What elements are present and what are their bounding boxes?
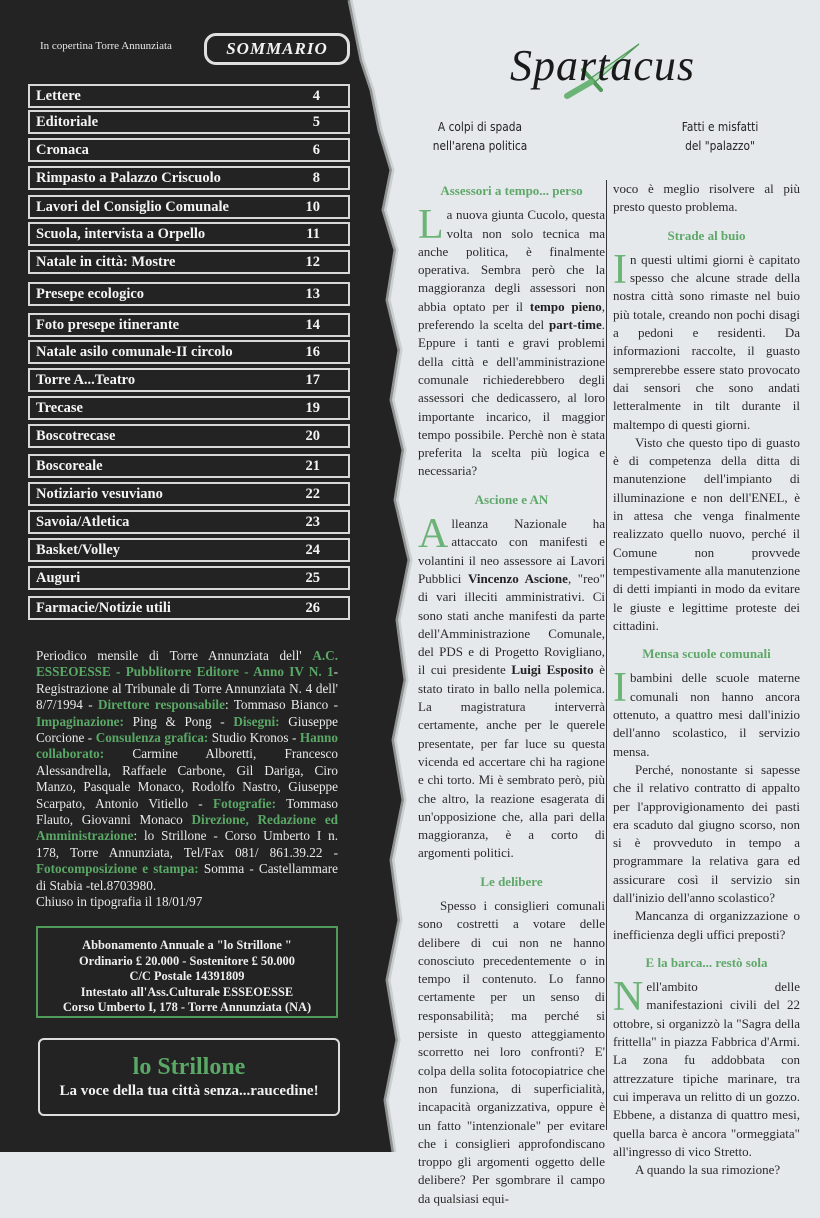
article-heading: E la barca... restò sola [645, 954, 768, 970]
drop-cap: N [613, 974, 644, 1021]
subscription-line: C/C Postale 14391809 [129, 969, 245, 983]
toc-row [28, 368, 350, 392]
toc-row [28, 596, 350, 620]
toc-label: Natale asilo comunale-II circolo [36, 344, 233, 360]
subtitle-line: del "palazzo" [685, 138, 755, 153]
article-section [418, 491, 605, 863]
toc-row [28, 454, 350, 478]
colophon-label: Disegni: [233, 713, 280, 729]
colophon [36, 648, 338, 911]
toc-row [28, 282, 350, 306]
article-heading: Mensa scuole comunali [642, 646, 771, 662]
article-heading: Assessori a tempo... perso [440, 183, 583, 198]
colophon-text: Giuseppe Corcione - [36, 713, 339, 746]
article-section [613, 954, 800, 1180]
toc-label: Torre A...Teatro [36, 372, 136, 388]
colophon-label: Direttore responsabile [97, 697, 225, 713]
toc-row [28, 424, 350, 448]
toc-row [28, 510, 350, 534]
toc-page: 22 [305, 486, 320, 502]
toc-page: 19 [305, 400, 320, 416]
bold-text: Luigi Esposito [511, 662, 594, 678]
text-run: , "reo" di vari illeciti amministrativi. Ci sono stati anche manifesti da parte dell'Amministrazione Comunale, del PDS e di Progetto Rovigliano, il cui presidente [418, 570, 605, 678]
toc-page: 24 [305, 542, 320, 558]
article-section [613, 645, 800, 944]
toc-row [28, 166, 350, 190]
article-paragraph [613, 761, 800, 907]
colophon-text: Somma - Castellammare di Stabia -tel.8703980. [36, 861, 338, 893]
article-paragraph [613, 434, 800, 635]
colophon-text: Carmine Alboretti, Francesco Alessandrella, Raffaele Carbone, Gil Dariga, Ciro Manzo, Pasquale Monaco, Rodolfo Nastro, Giuseppe Scarpato, Antonio Vitiello - [36, 746, 338, 811]
article-column-1 [418, 180, 605, 1218]
colophon-text: - Registrazione al Tribunale di Torre Annunziata N. 4 dell' 8/7/1994 - [36, 664, 338, 713]
bold-text: part-time [549, 317, 602, 333]
promo-title: lo Strillone [132, 1054, 246, 1080]
toc-label: Foto presepe itinerante [36, 317, 180, 333]
article-paragraph [418, 511, 605, 863]
colophon-text: Chiuso in tipografia il 18/01/97 [36, 894, 203, 910]
toc-row [28, 195, 350, 219]
article-heading: Ascione e AN [474, 491, 549, 507]
toc-page: 16 [305, 344, 320, 360]
toc-label: Boscoreale [36, 458, 103, 474]
colophon-text: : Tommaso Bianco - [224, 697, 338, 713]
toc-page: 4 [312, 88, 320, 104]
article-paragraph [418, 897, 605, 1208]
article-heading: Le delibere [480, 873, 543, 889]
cover-note: In copertina Torre Annunziata [40, 40, 172, 52]
toc-label: Boscotrecase [36, 428, 116, 444]
article-paragraph [418, 202, 606, 480]
toc-page: 6 [312, 142, 320, 158]
bold-text: Vincenzo Ascione [467, 570, 568, 586]
toc-page: 5 [312, 114, 320, 130]
text-run: Mancanza di organizzazione o inefficienza degli uffici preposti? [613, 908, 800, 942]
article-paragraph [613, 246, 800, 434]
subtitle-left [412, 117, 548, 155]
toc-label: Auguri [36, 570, 81, 586]
article-paragraph [613, 180, 800, 217]
toc-page: 20 [305, 428, 320, 444]
toc-page: 8 [312, 170, 320, 186]
subtitle-line: nell'arena politica [432, 138, 528, 153]
text-run: Spesso i consiglieri comunali sono costretti a votare delle delibere di cui non ne hanno conosciuto precedentemente o in tempo il contenuto. Lo fanno certamente per un senso di responsabilità; ma perché si persiste in questo atteggiamento scorretto nei loro confronti? E' colpa della solita fotocopiatrice che non funziona, di superficialità, incapacità organizzativa, oppure è un fatto "intenzionale" per evitare che i consiglieri approfondiscano troppo gli argomenti oggetto delle delibere? Per sgombrare il campo da qualsiasi equi- [418, 897, 605, 1206]
toc-row [28, 396, 350, 420]
colophon-label: A.C. ESSEOESSE - Pubblitorre Editore - Anno IV N. 1 [36, 648, 338, 680]
toc-page: 14 [305, 317, 320, 333]
colophon-text: Ping & Pong - [123, 713, 234, 729]
text-run: . Eppure i tanti e gravi problemi della città e dell'amministrazione comunale richiederebbero degli assessori che dedicassero, al loro importante incarico, il maggior tempo possibile. Perchè non è stata preferita la scelta più logica e necessaria? [418, 317, 605, 479]
toc-page: 17 [305, 372, 320, 388]
toc-label: Rimpasto a Palazzo Criscuolo [36, 170, 221, 186]
article-section [418, 873, 605, 1208]
masthead-title: Spartacus [510, 41, 695, 90]
drop-cap: I [613, 246, 627, 293]
colophon-text: : lo Strillone - Corso Umberto I n. 178, Torre Annunziata, Tel/Fax 081/ 861.39.22 - [36, 828, 338, 860]
drop-cap: I [613, 665, 627, 712]
colophon-text: Periodico mensile di Torre Annunziata dell' [36, 648, 313, 663]
toc-label: Lettere [36, 88, 81, 104]
toc-row [28, 538, 350, 562]
toc-page: 21 [305, 458, 320, 474]
toc-label: Trecase [36, 400, 83, 416]
article-section [613, 180, 800, 217]
subscription-line: Intestato all'Ass.Culturale ESSEOESSE [80, 984, 294, 999]
toc-row [28, 340, 350, 364]
toc-page: 26 [305, 600, 320, 616]
article-paragraph [613, 907, 800, 944]
colophon-label: Fotografie: [213, 795, 277, 811]
toc-page: 23 [305, 514, 320, 530]
text-run: Perché, nonostante si sapesse che il relativo contratto di appalto per l'approvigionamento dei pasti era scaduto dal giugno scorso, non si è provveduto in tempo a programmare la relativa gara ed assicurare così il servizio sin dall'inizio dell'anno scolastico? [613, 761, 800, 905]
toc-page: 11 [306, 226, 320, 242]
toc-row [28, 222, 350, 246]
drop-cap: A [418, 511, 449, 558]
text-run: A quando la sua rimozione? [635, 1162, 781, 1178]
toc-label: Cronaca [36, 142, 89, 158]
toc-row [28, 482, 350, 506]
drop-cap: L [418, 202, 444, 249]
toc-row [28, 138, 350, 162]
subtitle-line: A colpi di spada [437, 119, 523, 134]
colophon-label: Fotocomposizione e stampa: [36, 861, 199, 877]
subscription-line: Abbonamento Annuale a "lo Strillone " [82, 938, 292, 952]
text-run: , preferendo la scelta del [418, 298, 606, 333]
text-run: è stato tirato in ballo nella polemica. La magistratura interverrà certamente, anche per le querele presentate, per far luce su questa vicenda ed accertare chi ha ragione e chi torto. Mi è sembrato però, più che altro, la reazione esagerata di un'opposizione che, alla pari della maggioranza, è a corto di argomenti politici. [418, 662, 605, 861]
text-run: voco è meglio risolvere al più presto questo problema. [613, 181, 800, 215]
colophon-text: Studio Kronos - [208, 730, 300, 746]
toc-page: 10 [305, 199, 320, 215]
column-divider [606, 180, 607, 1130]
toc-label: Scuola, intervista a Orpello [36, 226, 206, 242]
toc-page: 25 [305, 570, 320, 586]
article-section [418, 182, 605, 481]
toc-label: Savoia/Atletica [36, 514, 130, 530]
text-run: bambini delle scuole materne comunali non hanno ancora ottenuto, a quattro mesi dall'inizio dell'anno scolastico, il servizio mensa. [613, 670, 800, 759]
subtitle-right [652, 117, 788, 155]
toc-page: 13 [305, 286, 320, 302]
article-column-2 [613, 180, 800, 1189]
toc-label: Notiziario vesuviano [36, 486, 163, 502]
text-run: lleanza Nazionale ha attaccato con manifesti e volantini il neo assessore ai Lavori Pubblici [418, 516, 605, 586]
toc-label: Natale in città: Mostre [36, 254, 176, 270]
colophon-label: Consulenza grafica: [95, 730, 209, 746]
text-run: ell'ambito delle manifestazioni civili del 22 ottobre, si organizzò la "Sagra della frittella" in piazza Fabbrica d'Armi. La zona fu addobbata con attrezzature tipiche marinare, tra cui imperava un relitto di un gozzo. Ebbene, a distanza di quattro mesi, quella barca è ancora "ormeggiata" all'ingresso di vico Stretto. [613, 979, 800, 1159]
toc-row [28, 84, 350, 108]
colophon-label: Impaginazione: [36, 713, 124, 729]
toc-label: Lavori del Consiglio Comunale [36, 199, 229, 215]
subtitle-line: Fatti e misfatti [681, 119, 759, 134]
toc-label: Editoriale [36, 114, 99, 130]
promo-slogan: La voce della tua città senza...raucedine! [59, 1083, 319, 1099]
colophon-text: Tommaso Flauto, Giovanni Monaco [36, 795, 338, 828]
colophon-label: Hanno collaborato: [36, 730, 338, 762]
toc-label: Farmacie/Notizie utili [36, 600, 171, 616]
article-paragraph [613, 665, 800, 760]
sommario-title: SOMMARIO [204, 33, 350, 65]
article-paragraph [613, 1161, 800, 1179]
bold-text: tempo pieno [529, 298, 602, 314]
text-run: a nuova giunta Cucolo, questa volta non solo tecnica ma anche politica, è finalmente operativa. Sembra però che la maggioranza degli assessori non abbia optato per il [418, 207, 605, 314]
article-heading: Strade al buio [667, 227, 746, 243]
toc-row [28, 110, 350, 134]
colophon-label: Direzione, Redazione ed Amministrazione [36, 812, 339, 844]
toc-label: Basket/Volley [36, 542, 121, 558]
subscription-box [36, 926, 338, 1018]
toc-row [28, 566, 350, 590]
text-run: Visto che questo tipo di guasto è di competenza della ditta di manutenzione dell'impianto di illuminazione e non dell'ENEL, è in attesa che venga finalmente realizzato quello nuovo, perché il Comune non provvede tempestivamente alla manutenzione di detti impianti in modo da evitare le giuste e legittime proteste dei cittadini. [613, 434, 800, 633]
subscription-line: Corso Umberto I, 178 - Torre Annunziata (NA) [62, 1000, 312, 1014]
promo-box [38, 1038, 340, 1116]
article-paragraph [613, 974, 800, 1161]
toc-row [28, 250, 350, 274]
text-run: n questi ultimi giorni è capitato spesso che alcune strade della nostra città sono rimaste nel buio più totale, creando non pochi disagi a pedoni e residenti. Da informazioni raccolte, il guasto semprerebbe essere stato provocato dai sensori che sono andati letteralmente in tilt durante il maltempo di questi giorni. [613, 251, 800, 432]
toc-row [28, 313, 350, 337]
article-section [613, 227, 800, 636]
subscription-line: Ordinario £ 20.000 - Sostenitore £ 50.000 [79, 953, 295, 968]
toc-page: 12 [305, 254, 320, 270]
toc-label: Presepe ecologico [36, 286, 145, 302]
